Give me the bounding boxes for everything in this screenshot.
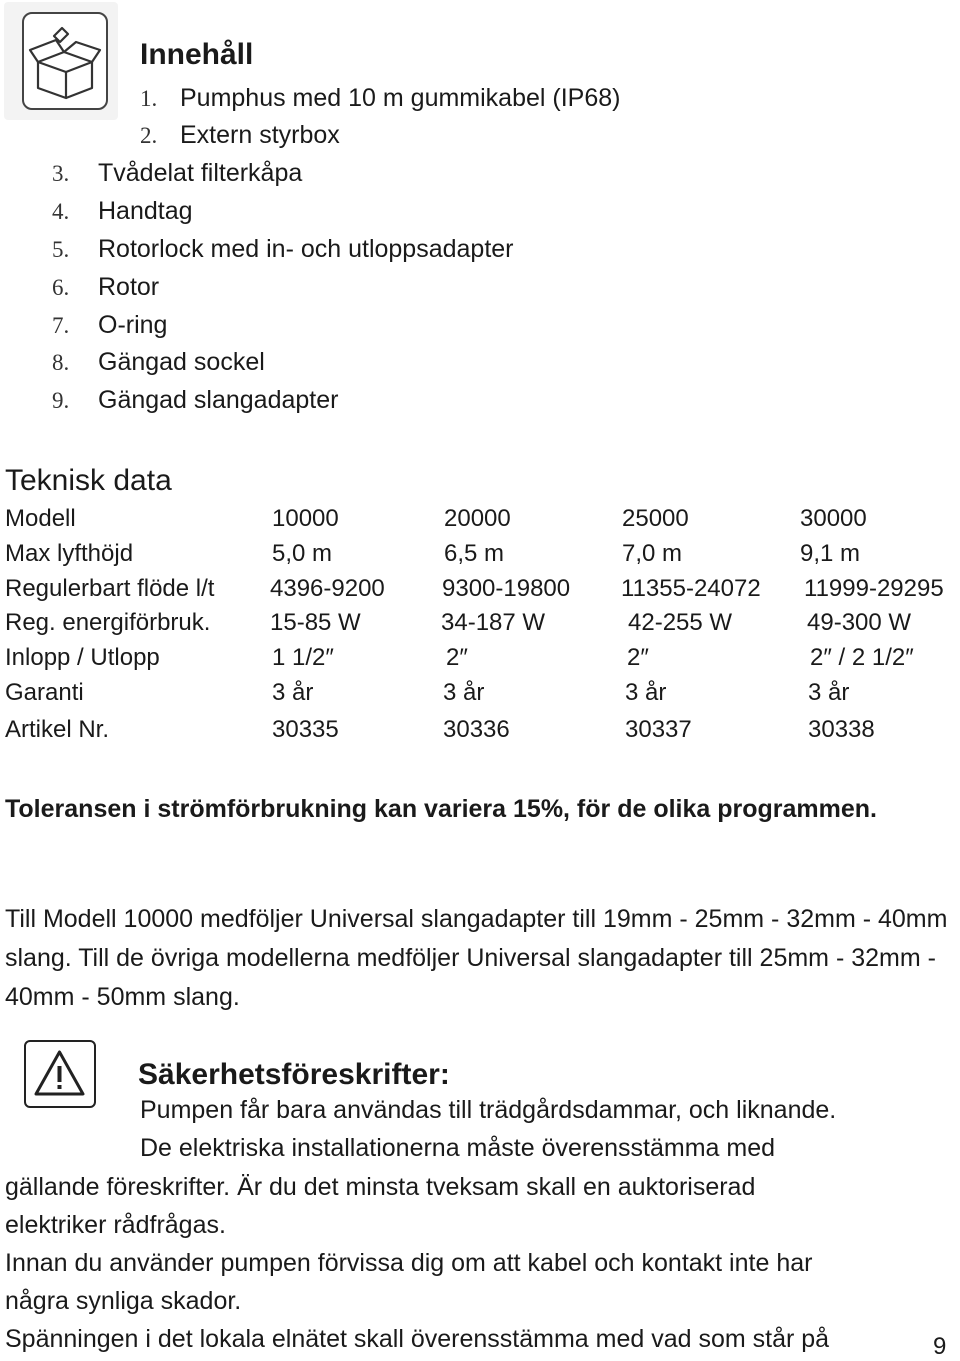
contents-item — [52, 348, 265, 377]
tech-cell: 42-255 W — [628, 609, 733, 636]
tech-cell: 2″ — [627, 644, 649, 671]
item-number: 5. — [52, 237, 70, 262]
tech-cell: 3 år — [808, 679, 850, 706]
tech-cell: 20000 — [444, 505, 511, 532]
tech-cell: 30336 — [443, 716, 510, 743]
warning-triangle-icon — [24, 1040, 96, 1108]
tech-cell: 11355-24072 — [621, 575, 761, 602]
item-label: Rotor — [98, 273, 160, 301]
contents-item — [140, 84, 620, 113]
tech-cell: 15-85 W — [270, 609, 361, 636]
tech-row — [0, 609, 960, 639]
tech-row — [0, 644, 960, 674]
contents-item — [52, 235, 514, 264]
contents-item — [52, 311, 167, 340]
tech-cell: 30335 — [272, 716, 339, 743]
tech-cell: 2″ / 2 1/2″ — [810, 644, 914, 671]
item-label: Handtag — [98, 197, 193, 225]
tech-data-title: Teknisk data — [5, 464, 172, 497]
tech-cell: 30337 — [625, 716, 692, 743]
tech-cell: 30000 — [800, 505, 867, 532]
tech-cell: 9300-19800 — [442, 575, 571, 602]
contents-item — [52, 273, 159, 302]
safety-line: gällande föreskrifter. Är du det minsta tveksam skall en auktoriserad — [5, 1173, 756, 1201]
item-label: Extern styrbox — [180, 121, 340, 149]
tech-cell: 6,5 m — [444, 540, 505, 567]
tech-cell: 5,0 m — [272, 540, 333, 567]
tech-cell: 10000 — [272, 505, 339, 532]
tech-row-label: Modell — [5, 505, 76, 532]
tech-row-label: Max lyfthöjd — [5, 540, 134, 567]
tech-row-label: Regulerbart flöde l/t — [5, 575, 215, 602]
tech-cell: 1 1/2″ — [272, 644, 334, 671]
tolerance-note: Toleransen i strömförbrukning kan variera 15%, för de olika programmen. — [5, 795, 877, 823]
tech-row — [0, 716, 960, 746]
item-number: 7. — [52, 313, 70, 338]
adapter-note: Till Modell 10000 medföljer Universal slangadapter till 19mm - 25mm - 32mm - 40mm slang. Till de övriga modellerna medföljer Universal slangadapter till 25mm - 32mm - 40mm - 50mm slang. — [5, 905, 948, 1011]
item-label: Gängad slangadapter — [98, 386, 339, 414]
contents-item — [140, 121, 340, 150]
tech-cell: 49-300 W — [807, 609, 912, 636]
tech-cell: 9,1 m — [800, 540, 861, 567]
tech-row-label: Artikel Nr. — [5, 716, 110, 743]
tech-row-label: Reg. energiförbruk. — [5, 609, 211, 636]
item-number: 3. — [52, 161, 70, 186]
tech-row — [0, 540, 960, 570]
tech-cell: 30338 — [808, 716, 875, 743]
page-number: 9 — [933, 1333, 947, 1360]
contents-item — [52, 159, 302, 188]
tech-cell: 7,0 m — [622, 540, 683, 567]
tech-cell: 4396-9200 — [270, 575, 385, 602]
item-number: 1. — [140, 86, 158, 111]
item-label: Gängad sockel — [98, 348, 265, 376]
tech-cell: 34-187 W — [441, 609, 546, 636]
tech-row-label: Inlopp / Utlopp — [5, 644, 160, 671]
item-label: Pumphus med 10 m gummikabel (IP68) — [180, 84, 621, 112]
tech-cell: 3 år — [272, 679, 314, 706]
safety-line: några synliga skador. — [5, 1287, 242, 1315]
contents-title: Innehåll — [140, 38, 254, 71]
safety-line: Innan du använder pumpen förvissa dig om att kabel och kontakt inte har — [5, 1249, 813, 1277]
item-label: O-ring — [98, 311, 168, 339]
item-number: 8. — [52, 350, 70, 375]
item-number: 6. — [52, 275, 70, 300]
tech-cell: 25000 — [622, 505, 689, 532]
tech-row — [0, 575, 960, 605]
contents-item — [52, 386, 338, 415]
item-label: Rotorlock med in- och utloppsadapter — [98, 235, 514, 263]
tech-row-label: Garanti — [5, 679, 84, 706]
item-number: 9. — [52, 388, 70, 413]
item-label: Tvådelat filterkåpa — [98, 159, 303, 187]
tech-cell: 2″ — [446, 644, 468, 671]
tech-cell: 3 år — [625, 679, 667, 706]
tech-row — [0, 505, 960, 535]
safety-line: Spänningen i det lokala elnätet skall överensstämma med vad som står på — [5, 1325, 830, 1353]
tech-cell: 11999-29295 — [804, 575, 944, 602]
item-number: 2. — [140, 123, 158, 148]
tech-cell: 3 år — [443, 679, 485, 706]
safety-line: De elektriska installationerna måste överensstämma med — [140, 1134, 775, 1162]
contents-item — [52, 197, 193, 226]
tech-row — [0, 679, 960, 709]
safety-title: Säkerhetsföreskrifter: — [138, 1058, 450, 1091]
safety-line: elektriker rådfrågas. — [5, 1211, 226, 1239]
open-box-icon — [4, 2, 118, 120]
safety-line: Pumpen får bara användas till trädgårdsdammar, och liknande. — [140, 1096, 837, 1124]
item-number: 4. — [52, 199, 70, 224]
